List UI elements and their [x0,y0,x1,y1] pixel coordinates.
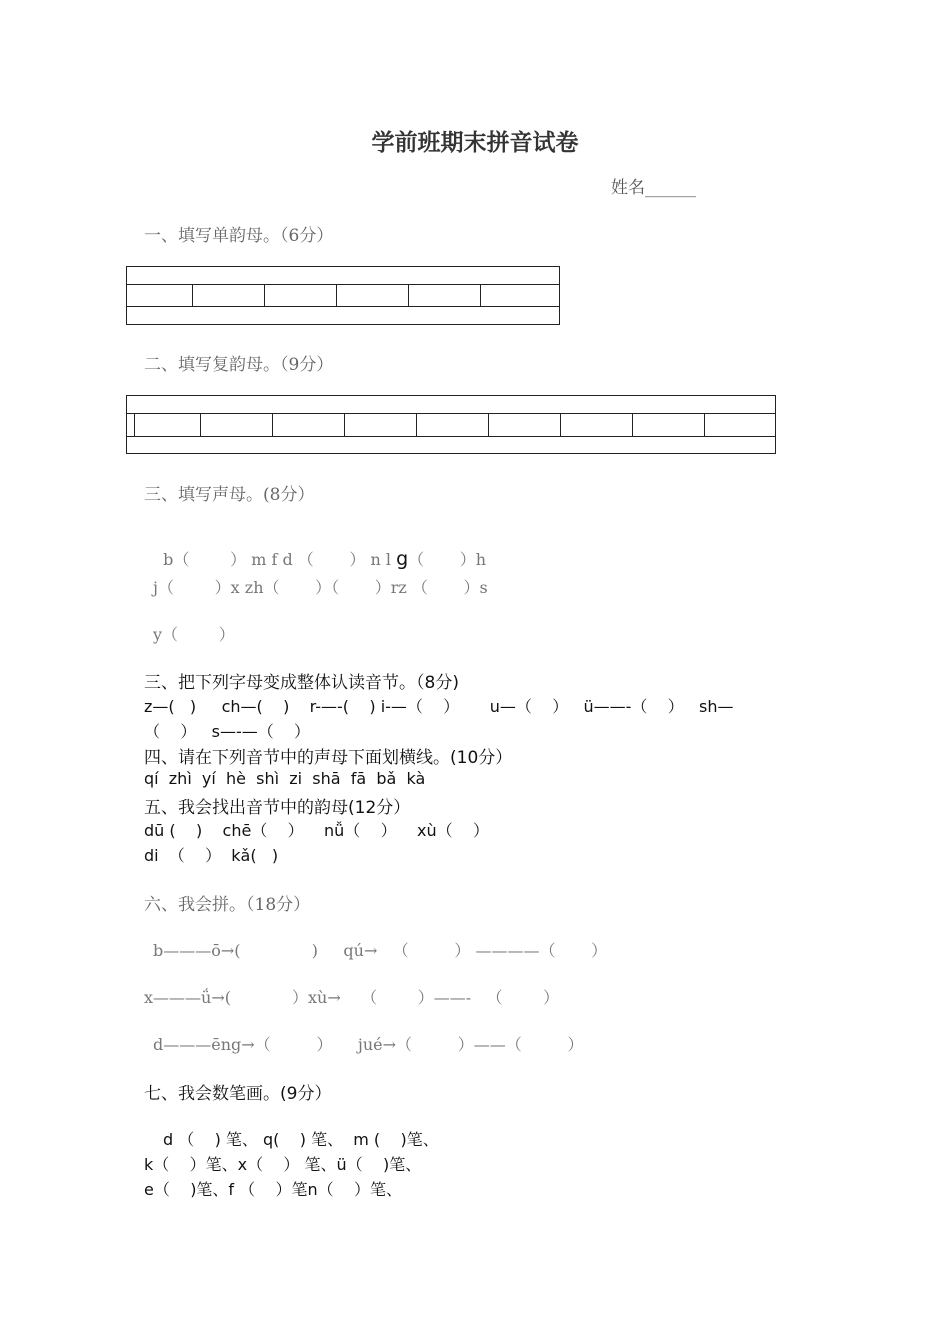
section-4-heading: 四、请在下列音节中的声母下面划横线。(10分） [144,748,513,768]
section-1-heading: 一、填写单韵母。（6分） [144,226,334,246]
name-field-label: 姓名______ [611,178,696,198]
finals-line-1: dū ( ) chē（ ） nǚ（ ） xù（ ） [144,821,489,840]
grid-single-finals [127,267,560,325]
section-7-heading: 七、我会数笔画。(9分） [144,1084,332,1104]
spelling-row-1: b———ō→( ) qú→ （ ） ————（ ） [153,941,608,960]
page-title: 学前班期末拼音试卷 [371,129,579,156]
grid-compound-finals [127,396,776,454]
section-2-heading: 二、填写复韵母。（9分） [144,355,334,375]
section-5-heading: 五、我会找出音节中的韵母(12分） [144,798,411,818]
strokes-line-1: d （ ) 笔、 q( ) 笔、 m ( )笔、 [163,1130,439,1149]
section-6-heading: 六、我会拼。（18分） [144,895,311,915]
syllables-line: qí zhì yí hè shì zi shā fā bǎ kà [144,769,426,788]
whole-syllables-line-2: （ ） s—-—（ ） [144,722,311,741]
initials-row-2: j（ ）x zh（ ）（ ）rz （ ）s [153,578,488,597]
initials-row-1-tail: （ ）h [408,550,487,569]
initials-row-3: y（ ） [153,625,235,644]
section-3b-heading: 三、把下列字母变成整体认读音节。（8分) [144,673,459,693]
initial-g: g [396,548,409,570]
initials-row-1 [153,528,486,570]
spelling-row-2: x———ǘ→( ）xù→ （ ）——- （ ） [144,988,560,1007]
strokes-line-3: e（ )笔、f （ ）笔n（ ）笔、 [144,1180,402,1199]
section-3-heading: 三、填写声母。(8分） [144,485,315,505]
whole-syllables-line-1: z—( ) ch—( ) r-—-( ) i-—（ ） u—（ ） ü——-（ ） sh— [144,697,734,716]
finals-line-2: di （ ） kǎ( ) [144,846,279,865]
strokes-line-2: k（ ）笔、x（ ） 笔、ü（ )笔、 [144,1155,422,1174]
spelling-row-3: d———ēng→（ ） jué→（ ）——（ ） [153,1035,584,1054]
initials-row-1-text: b（ ） m f d （ ） n l [163,550,391,569]
